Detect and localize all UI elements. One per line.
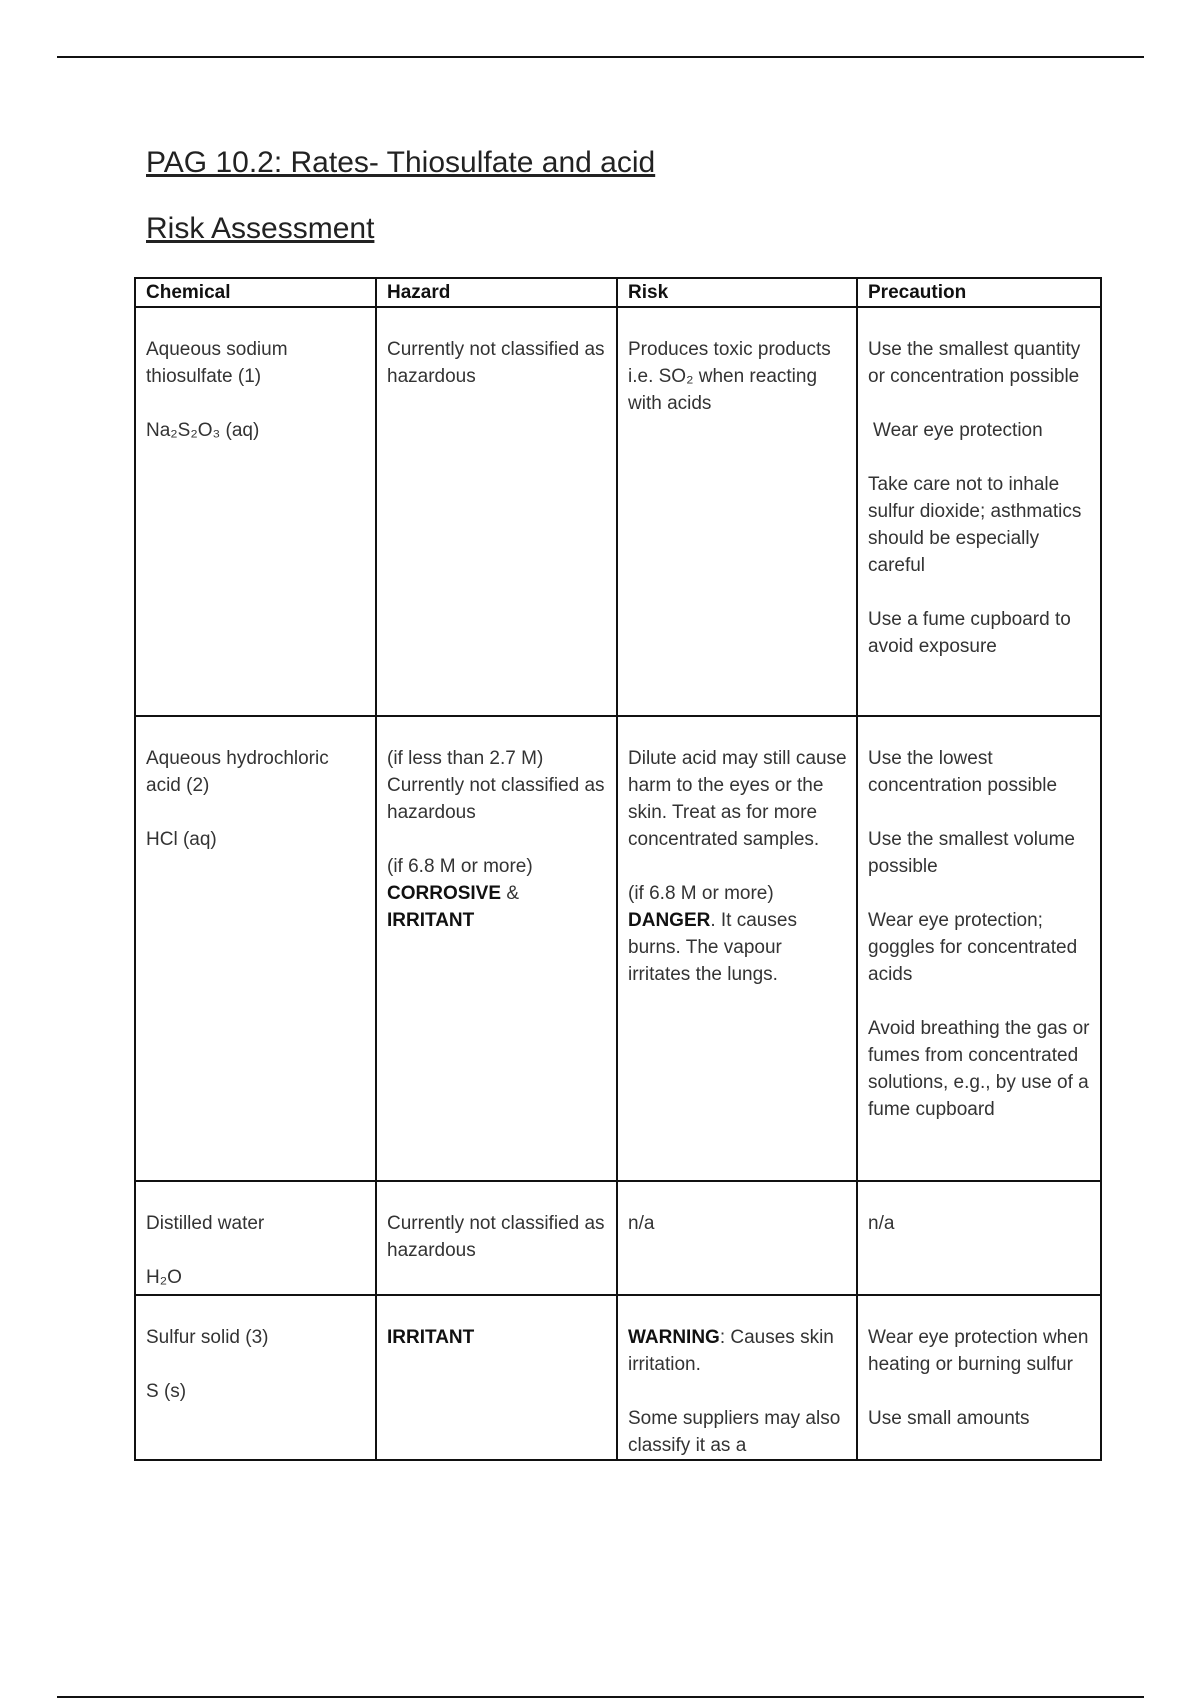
risk-cell: Produces toxic products i.e. SO₂ when reacting with acids	[617, 307, 857, 716]
chemical-cell: Sulfur solid (3) S (s)	[135, 1295, 376, 1460]
chemical-cell: Aqueous sodium thiosulfate (1) Na₂S₂O₃ (aq)	[135, 307, 376, 716]
precaution-cell: Use the lowest concentration possible Use the smallest volume possible Wear eye protection; goggles for concentrated acids Avoid breathing the gas or fumes from concentrated solutions, e.g., by use of a fume cupboard	[857, 716, 1101, 1181]
chemical-cell: Distilled water H₂O	[135, 1181, 376, 1295]
page-title: PAG 10.2: Rates- Thiosulfate and acid	[146, 146, 656, 179]
section-title: Risk Assessment	[146, 212, 375, 245]
hazard-cell	[376, 1295, 617, 1460]
risk-cell: n/a	[617, 1181, 857, 1295]
signal-word: DANGER	[628, 910, 711, 931]
hazard-label: IRRITANT	[387, 1327, 475, 1348]
column-header: Precaution	[857, 278, 1101, 307]
column-header: Risk	[617, 278, 857, 307]
precaution-cell: n/a	[857, 1181, 1101, 1295]
signal-word: WARNING	[628, 1327, 720, 1348]
column-header: Hazard	[376, 278, 617, 307]
risk-cell: Dilute acid may still cause harm to the eyes or the skin. Treat as for more concentrated samples. (if 6.8 M or more) DANGER. It causes burns. The vapour irritates the lungs.	[617, 716, 857, 1181]
precaution-cell: Wear eye protection when heating or burning sulfur Use small amounts	[857, 1295, 1101, 1460]
hazard-label: CORROSIVE	[387, 883, 502, 904]
header-rule	[57, 56, 1144, 58]
risk-cell: WARNING: Causes skin irritation. Some suppliers may also classify it as a	[617, 1295, 857, 1460]
chemical-cell: Aqueous hydrochloric acid (2) HCl (aq)	[135, 716, 376, 1181]
table-row	[135, 1181, 1101, 1295]
hazard-cell: (if less than 2.7 M) Currently not classified as hazardous (if 6.8 M or more) CORROSIVE & IRRITANT	[376, 716, 617, 1181]
table-row	[135, 716, 1101, 1181]
hazard-label: IRRITANT	[387, 910, 475, 931]
hazard-cell: Currently not classified as hazardous	[376, 1181, 617, 1295]
column-header: Chemical	[135, 278, 376, 307]
precaution-cell: Use the smallest quantity or concentration possible Wear eye protection Take care not to inhale sulfur dioxide; asthmatics should be especially careful Use a fume cupboard to avoid exposure	[857, 307, 1101, 716]
table-header-row	[135, 278, 1101, 307]
footer-rule	[57, 1696, 1144, 1698]
table-row	[135, 1295, 1101, 1460]
risk-assessment-table	[134, 277, 1102, 1461]
table-row	[135, 307, 1101, 716]
hazard-cell: Currently not classified as hazardous	[376, 307, 617, 716]
